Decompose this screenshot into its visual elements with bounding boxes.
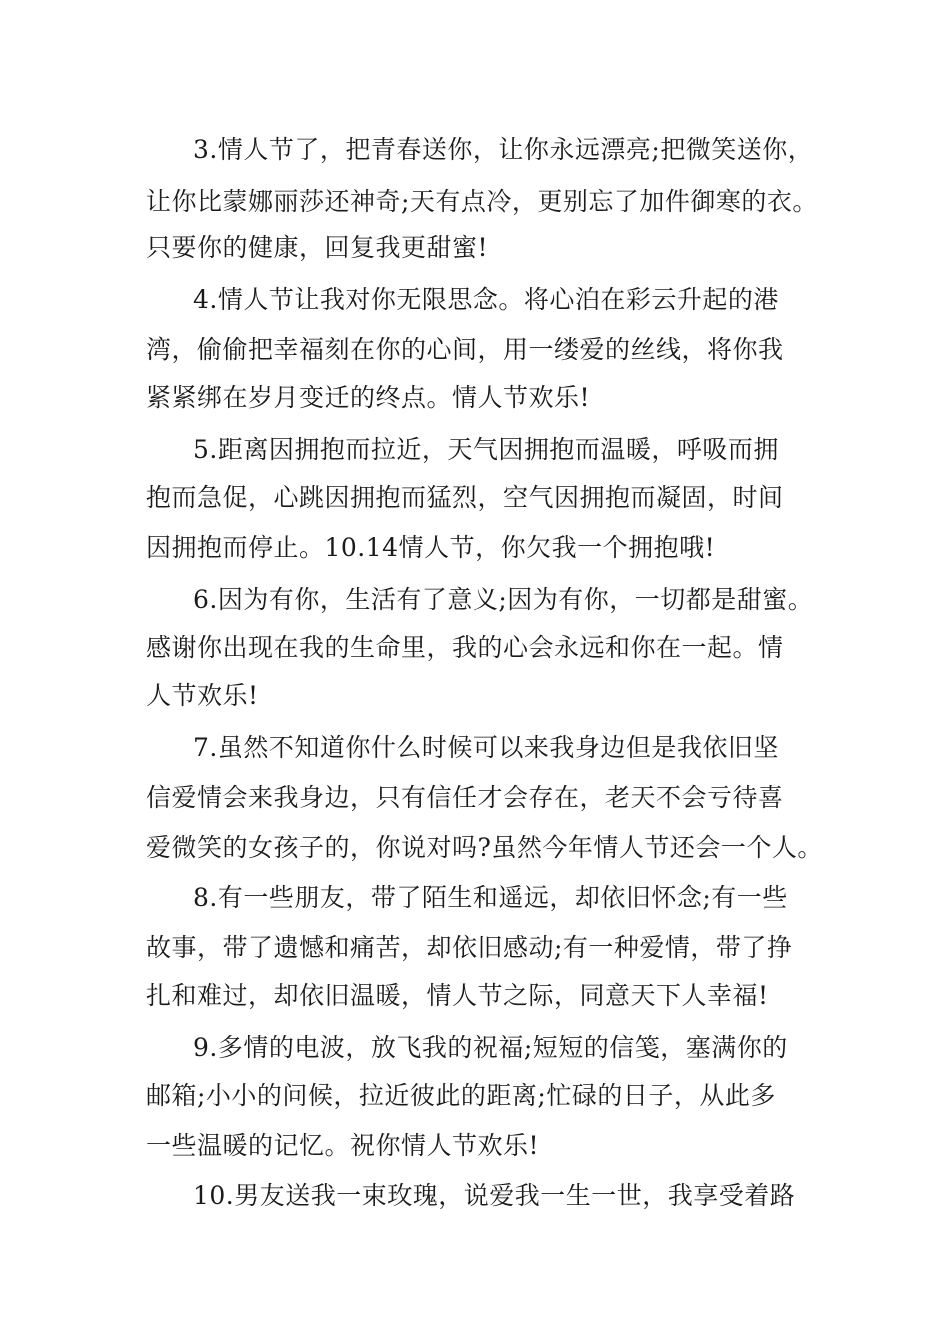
text-line: 紧紧绑在岁月变迁的终点。情人节欢乐! (146, 383, 591, 412)
text-line: 邮箱;小小的问候，拉近彼此的距离;忙碌的日子，从此多 (146, 1081, 776, 1110)
text-line: 湾，偷偷把幸福刻在你的心间，用一缕爱的丝线，将你我 (146, 335, 784, 364)
text-line: 9.多情的电波，放飞我的祝福;短短的信笺，塞满你的 (193, 1033, 788, 1062)
text-line: 7.虽然不知道你什么时候可以来我身边但是我依旧坚 (193, 733, 779, 762)
text-line: 人节欢乐! (146, 681, 259, 710)
text-line: 让你比蒙娜丽莎还神奇;天有点冷，更别忘了加件御寒的衣。 (146, 187, 818, 216)
text-line: 信爱情会来我身边，只有信任才会存在，老天不会亏待喜 (146, 783, 784, 812)
text-line: 5.距离因拥抱而拉近，天气因拥抱而温暖，呼吸而拥 (193, 435, 779, 464)
text-line: 4.情人节让我对你无限思念。将心泊在彩云升起的港 (193, 285, 779, 314)
text-line: 扎和难过，却依旧温暖，情人节之际，同意天下人幸福! (146, 981, 769, 1010)
text-line: 一些温暖的记忆。祝你情人节欢乐! (146, 1131, 540, 1160)
text-line: 10.男友送我一束玫瑰，说爱我一生一世，我享受着路 (193, 1181, 796, 1210)
text-line: 3.情人节了，把青春送你，让你永远漂亮;把微笑送你， (193, 135, 814, 164)
text-line: 只要你的健康，回复我更甜蜜! (146, 233, 489, 262)
text-line: 抱而急促，心跳因拥抱而猛烈，空气因拥抱而凝固，时间 (146, 483, 784, 512)
text-line: 因拥抱而停止。10.14情人节，你欠我一个拥抱哦! (146, 533, 716, 562)
text-line: 8.有一些朋友，带了陌生和遥远，却依旧怀念;有一些 (193, 883, 788, 912)
text-line: 6.因为有你，生活有了意义;因为有你，一切都是甜蜜。 (193, 585, 814, 614)
text-line: 爱微笑的女孩子的，你说对吗?虽然今年情人节还会一个人。 (146, 833, 823, 862)
text-line: 感谢你出现在我的生命里，我的心会永远和你在一起。情 (146, 633, 784, 662)
text-line: 故事，带了遗憾和痛苦，却依旧感动;有一种爱情，带了挣 (146, 933, 793, 962)
